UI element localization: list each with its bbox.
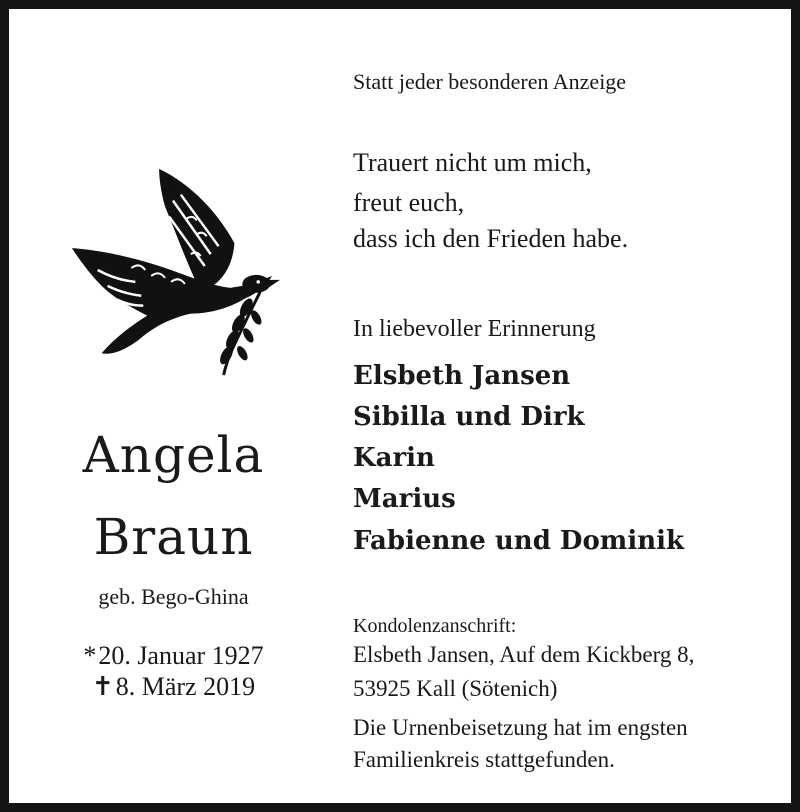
mourner-name: Sibilla und Dirk (353, 402, 585, 432)
quote-line: dass ich den Frieden habe. (353, 224, 629, 253)
condolence-label: Kondolenzanschrift: (353, 615, 517, 637)
cross-icon: ✝ (91, 672, 114, 701)
quote-line: freut euch, (353, 188, 465, 217)
deceased-last-name: Braun (93, 508, 254, 566)
deceased-column (18, 18, 329, 812)
deceased-first-name: Angela (82, 426, 265, 484)
star-icon: * (83, 641, 97, 670)
closing-line: Familienkreis stattgefunden. (353, 747, 615, 772)
quote-line: Trauert nicht um mich, (353, 148, 592, 177)
birth-date: 20. Januar 1927 (98, 641, 264, 670)
mourner-name: Fabienne und Dominik (353, 526, 684, 556)
mourner-name: Elsbeth Jansen (353, 361, 571, 391)
address-line: Elsbeth Jansen, Auf dem Kickberg 8, (353, 642, 695, 667)
notice-column (353, 18, 793, 812)
mourner-name: Karin (353, 443, 435, 473)
death-date-row (18, 674, 329, 700)
address-line: 53925 Kall (Sötenich) (353, 676, 558, 701)
intro-line: Statt jeder besonderen Anzeige (353, 69, 627, 94)
mourner-name: Marius (353, 484, 456, 514)
memory-heading: In liebevoller Erinnerung (353, 316, 596, 342)
closing-line: Die Urnenbeisetzung hat im engsten (353, 715, 688, 740)
dove-icon (62, 158, 280, 378)
birth-name: geb. Bego-Ghina (98, 584, 249, 609)
death-date: 8. März 2019 (115, 672, 256, 701)
birth-date-row (18, 643, 329, 669)
